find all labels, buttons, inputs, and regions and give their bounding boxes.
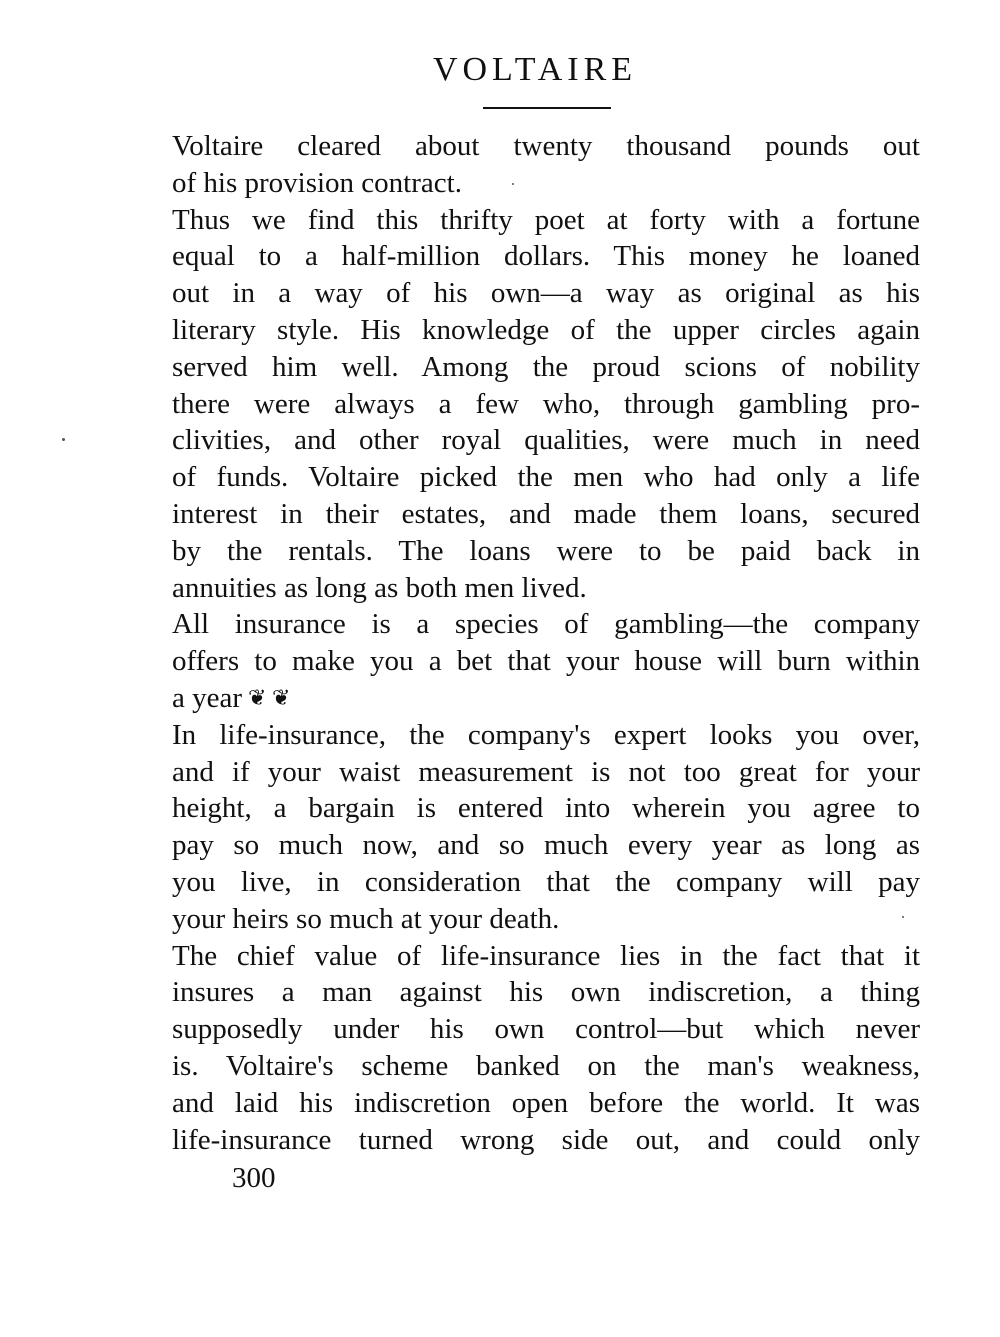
- text-line: of funds. Voltaire picked the men who had only a life: [172, 461, 920, 494]
- scan-speck: [902, 916, 904, 918]
- text-line: insures a man against his own indiscretion, a thing: [172, 976, 920, 1009]
- scan-speck: [62, 438, 65, 441]
- text-line: literary style. His knowledge of the upper circles again: [172, 313, 920, 346]
- text-line: offers to make you a bet that your house will burn within: [172, 645, 920, 678]
- text-line: interest in their estates, and made them loans, secured: [172, 497, 920, 530]
- text-line: of his provision contract.: [172, 166, 462, 199]
- body-text: [172, 128, 920, 1158]
- text-line: life-insurance turned wrong side out, and could only: [172, 1123, 920, 1156]
- text-line: by the rentals. The loans were to be paid back in: [172, 534, 920, 567]
- fleuron-ornament-icon: ❦ ❦: [248, 684, 291, 710]
- text-line: equal to a half-million dollars. This money he loaned: [172, 240, 920, 273]
- text-line: height, a bargain is entered into wherein you agree to: [172, 792, 920, 825]
- text-line: out in a way of his own—a way as original as his: [172, 277, 920, 310]
- text-line: Voltaire cleared about twenty thousand pounds out: [172, 130, 920, 162]
- scan-speck: [512, 183, 514, 185]
- text-line: All insurance is a species of gambling—the company: [172, 608, 920, 641]
- text-line: there were always a few who, through gambling pro-: [172, 387, 920, 420]
- text-line: is. Voltaire's scheme banked on the man's weakness,: [172, 1049, 920, 1082]
- text-line: Thus we find this thrifty poet at forty with a fortune: [172, 203, 920, 236]
- text-line-with-ornament: [172, 680, 920, 717]
- text-line: supposedly under his own control—but which never: [172, 1013, 920, 1046]
- text-line: clivities, and other royal qualities, were much in need: [172, 424, 920, 457]
- head-rule: [483, 107, 611, 109]
- text-line: and if your waist measurement is not too great for your: [172, 755, 920, 788]
- text-line: served him well. Among the proud scions of nobility: [172, 350, 920, 383]
- page-number: 300: [232, 1162, 276, 1194]
- text-line: annuities as long as both men lived.: [172, 571, 587, 604]
- text-line: your heirs so much at your death.: [172, 902, 560, 935]
- text-line: The chief value of life-insurance lies in the fact that it: [172, 939, 920, 972]
- text-line: a year: [172, 681, 243, 714]
- text-line: you live, in consideration that the company will pay: [172, 865, 920, 898]
- running-head: VOLTAIRE: [432, 51, 638, 88]
- text-line: and laid his indiscretion open before the world. It was: [172, 1086, 920, 1119]
- text-line: pay so much now, and so much every year as long as: [172, 829, 920, 862]
- text-line: In life-insurance, the company's expert looks you over,: [172, 718, 920, 751]
